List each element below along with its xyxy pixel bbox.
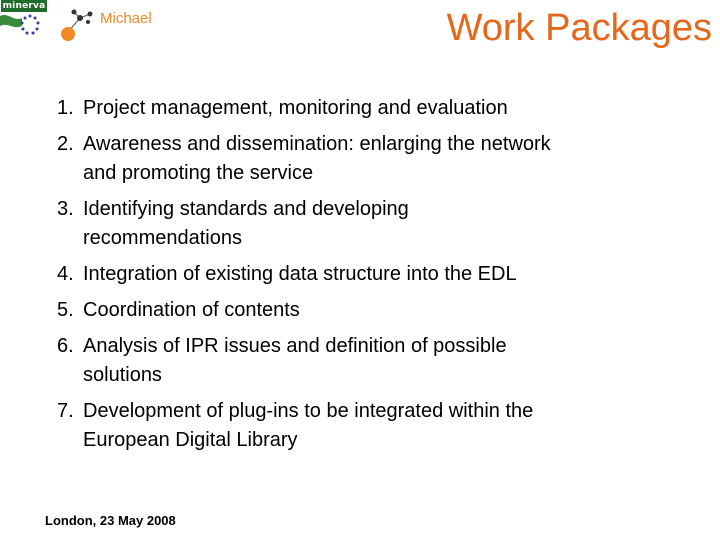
work-package-number: 3. — [57, 198, 74, 220]
work-package-item — [57, 94, 697, 123]
work-package-number: 1. — [57, 97, 74, 119]
work-package-line: European Digital Library — [83, 429, 298, 451]
work-package-line: Awareness and dissemination: enlarging the network — [83, 133, 551, 155]
eu-stars-icon — [0, 12, 48, 40]
work-package-item — [57, 260, 697, 289]
work-package-line: solutions — [83, 364, 162, 386]
work-package-number: 6. — [57, 335, 74, 357]
work-package-text: Project management, monitoring and evaluation — [83, 97, 508, 119]
work-package-item — [57, 130, 697, 188]
work-package-text: Integration of existing data structure into the EDL — [83, 263, 517, 285]
work-package-item — [57, 296, 697, 325]
minerva-logo-word: minerva — [2, 1, 46, 11]
work-package-item — [57, 332, 697, 390]
work-package-line: recommendations — [83, 227, 242, 249]
work-package-text: Coordination of contents — [83, 299, 300, 321]
michael-logo — [58, 4, 168, 44]
footer-date: London, 23 May 2008 — [45, 513, 176, 528]
work-package-item — [57, 397, 697, 455]
work-package-line: Development of plug-ins to be integrated within the — [83, 400, 534, 422]
slide-title: Work Packages — [446, 7, 712, 49]
work-package-line: Analysis of IPR issues and definition of possible — [83, 335, 507, 357]
minerva-logo — [0, 0, 48, 40]
work-packages-list — [57, 94, 697, 455]
network-dots-icon — [58, 4, 100, 44]
work-package-number: 7. — [57, 400, 74, 422]
work-package-item — [57, 195, 697, 253]
work-package-line: Identifying standards and developing — [83, 198, 409, 220]
work-package-number: 5. — [57, 299, 74, 321]
work-package-number: 2. — [57, 133, 74, 155]
work-package-line: and promoting the service — [83, 162, 314, 184]
michael-logo-word: Michael — [100, 10, 152, 27]
work-package-number: 4. — [57, 263, 74, 285]
